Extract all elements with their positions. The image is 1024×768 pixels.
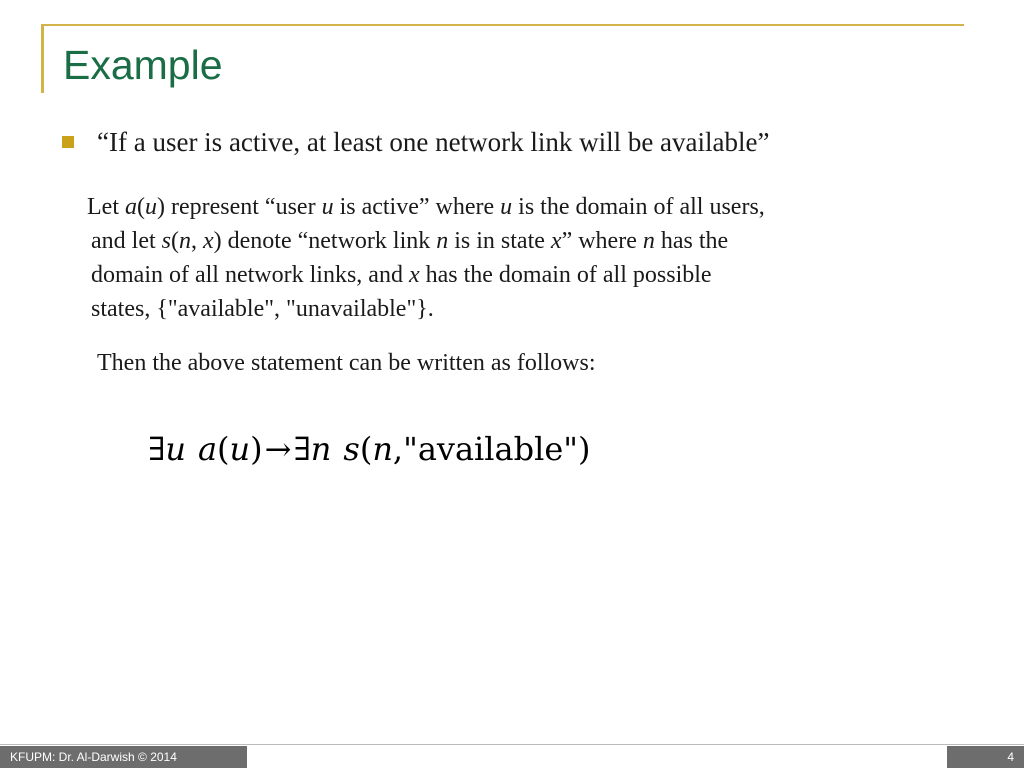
page-number: 4 bbox=[947, 746, 1024, 768]
paragraph-line-2: and let s(n, x) denote “network link n is in state x” where n has the bbox=[91, 228, 729, 254]
title-left-rule bbox=[41, 24, 44, 93]
paragraph-line-4: states, {"available", "unavailable"}. bbox=[91, 296, 434, 322]
exists-symbol: ∃ bbox=[148, 430, 166, 468]
square-bullet-icon bbox=[62, 136, 74, 148]
then-statement: Then the above statement can be written as follows: bbox=[97, 350, 596, 376]
paragraph-line-1: Let a(u) represent “user u is active” where u is the domain of all users, bbox=[87, 194, 765, 220]
paragraph-line-3: domain of all network links, and x has the domain of all possible bbox=[91, 262, 712, 288]
footer-credit: KFUPM: Dr. Al-Darwish © 2014 bbox=[0, 746, 247, 768]
implies-arrow-icon: → bbox=[264, 430, 292, 468]
definition-paragraph bbox=[87, 190, 987, 326]
bullet-statement: “If a user is active, at least one network link will be available” bbox=[97, 127, 770, 157]
title-top-rule bbox=[42, 24, 964, 26]
logic-formula: ∃u a(u)→∃n s(n,"available") bbox=[148, 430, 591, 468]
slide-title: Example bbox=[63, 42, 223, 88]
exists-symbol: ∃ bbox=[293, 430, 311, 468]
footer-rule bbox=[0, 744, 1024, 745]
